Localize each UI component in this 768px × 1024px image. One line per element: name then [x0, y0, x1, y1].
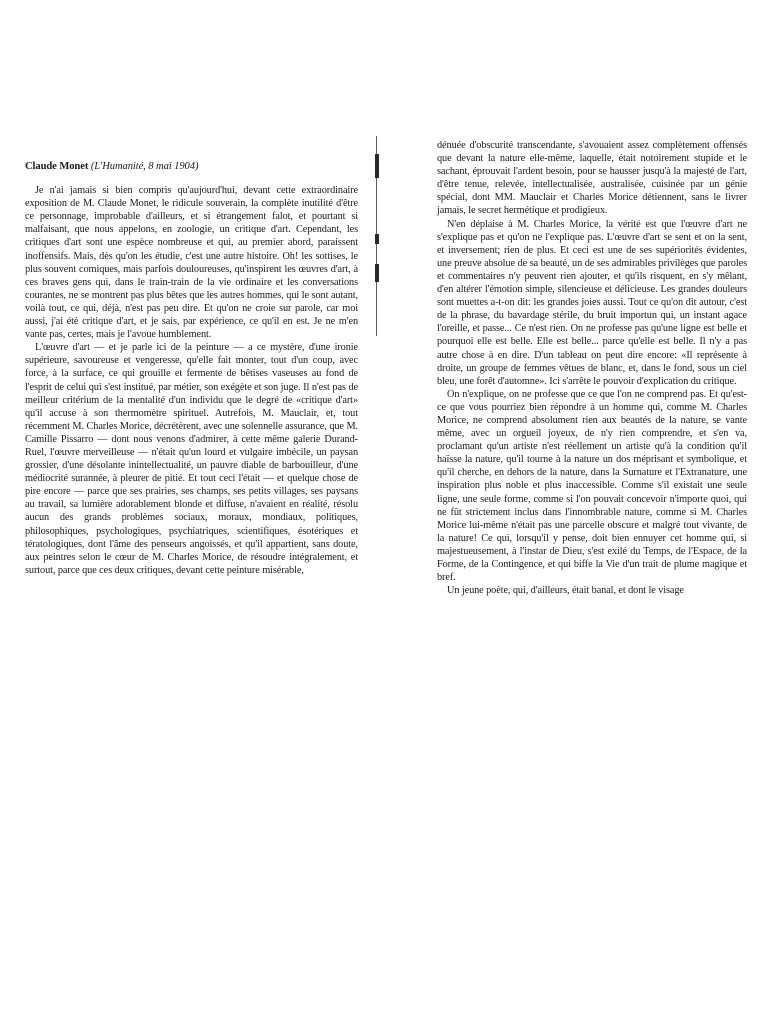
- article-title: Claude Monet: [25, 161, 89, 172]
- paragraph: On n'explique, on ne professe que ce que l'on ne comprend pas. Et qu'est-ce que vous pourriez bien répondre à un homme qui, comme M. Charles Morice, ne comprend absolument rien aux beautés de la nature, se vante même, avec un orgueil joyeux, de n'y rien comprendre, et s'en va, proclamant qu'un artiste n'est réellement un artiste qu'à la condition qu'il haïsse la nature, qu'il tourne à la nature un dos méprisant et symbolique, et qu'il cherche, en dehors de la nature, dans la Surnature et l'Extranature, une inspiration plus noble et plus inaccessible. Comme s'il existait une seule ligne, une seule forme, comme si l'on pouvait concevoir n'importe quoi, qui ne fût strictement inclus dans l'innombrable nature, comme si M. Charles Morice lui-même n'était pas une parcelle obscure et malgré tout vivante, de la nature! Ce qui, lorsqu'il y pense, doit bien ennuyer cet homme qui, si majestueusement, à l'instar de Dieu, s'est exilé du Temps, de l'Espace, de la Forme, de la Contingence, et qui biffe la Vie d'un trait de plume magique et bref.: [437, 388, 747, 584]
- gutter-mark: [375, 264, 379, 282]
- article-heading: [25, 160, 358, 173]
- paragraph: L'œuvre d'art — et je parle ici de la peinture — a ce mystère, d'une ironie supérieure, savoureuse et vengeresse, qu'elle fait monter, tout d'un coup, avec force, à la surface, ce qui grouille et fermente de bêtises vaseuses au fond de l'esprit de celui qui s'est institué, par métier, son exégète et son juge. Il n'est pas de meilleur critérium de la mentalité d'un individu que le degré de «critique d'art» qu'il accuse à son thermomètre spirituel. Autrefois, M. Mauclair, et, tout récemment M. Charles Morice, décrétèrent, avec une solennelle assurance, que M. Camille Pissarro — dont nous venons d'admirer, à cette même galerie Durand-Ruel, l'œuvre merveilleuse — n'était qu'un lourd et vulgaire imbécile, un paysan grossier, d'une désolante inintellectualité, un pauvre diable de barbouilleur, d'une médiocrité surannée, à pleurer de pitié. Et tout ceci l'était — et quelque chose de pire encore — parce que ses prairies, ses champs, ses petits villages, ses paysans au travail, sa lumière adorablement blonde et diffuse, n'avaient en réalité, résolu aucun des grands problèmes sociaux, moraux, mondiaux, politiques, philosophiques, psychologiques, psychiatriques, scientifiques, ésotériques et tératologiques, dont l'âme des penseurs angoissés, et qu'il appartient, sans doute, aux peintres selon le cœur de M. Charles Morice, de résoudre intégralement, et surtout, parce que ces deux critiques, devant cette peinture misérable,: [25, 342, 358, 576]
- paragraph: Je n'ai jamais si bien compris qu'aujourd'hui, devant cette extraordinaire exposition de M. Claude Monet, le ridicule souverain, la complète inutilité d'être ce personnage, improbable d'ailleurs, et si étrangement falot, et pourtant si malfaisant, que nous appelons, en zoologie, un critique d'art. Cependant, les critiques d'art sont une espèce nombreuse et qui, au premier abord, paraissent inoffensifs. Mais, dès qu'on les étudie, c'est une autre histoire. Oh! les sottises, le plus souvent comiques, mais parfois douloureuses, qu'inspirent les œuvres d'art, à ces braves gens qui, dans le train-train de la vie ordinaire et les conversations courantes, ne se montrent pas plus bêtes que les autres hommes, qui le sont autant, voilà tout, ce qui, déjà, n'est pas peu dire. Et qu'on ne croie sur parole, car moi aussi, j'ai été critique d'art, et je sais, par expérience, ce qu'il en est. Je ne m'en vante pas, certes, mais je l'avoue humblement.: [25, 185, 358, 341]
- paragraph: dénuée d'obscurité transcendante, s'avouaient assez complètement offensés que devant la nature elle-même, laquelle, était notoirement stupide et le sachant, éprouvait l'ardent besoin, pour se hausser jusqu'à la majesté de l'art, d'être tenue, relevée, intellectualisée, australisée, cuisinée par un génie spécial, dont MM. Mauclair et Charles Morice détiennent, sans le livrer jamais, le secret hermétique et prodigieux.: [437, 140, 747, 217]
- page-gutter: [374, 136, 380, 336]
- left-page-column: [25, 160, 358, 577]
- paragraph: Un jeune poète, qui, d'ailleurs, était banal, et dont le visage: [447, 585, 684, 597]
- gutter-mark: [375, 154, 379, 178]
- right-page-column: [437, 139, 747, 597]
- gutter-mark: [375, 234, 379, 244]
- article-source: (L'Humanité, 8 mai 1904): [90, 161, 199, 172]
- paragraph: N'en déplaise à M. Charles Morice, la vérité est que l'œuvre d'art ne s'explique pas et qu'on ne l'explique pas. L'œuvre d'art se sent et on la sent, et inversement; rien de plus. Et ceci est une de ses supériorités évidentes, une preuve absolue de sa beauté, un de ses admirables privilèges que paroles et commentaires n'y peuvent rien ajouter, et qu'ils risquent, en s'y mêlant, d'en altérer l'émotion simple, silencieuse et délicieuse. Les grandes douleurs sont muettes a-t-on dit: les grandes joies aussi. Tout ce qu'on dit autour, c'est de la phrase, du bavardage stérile, du bruit importun qui, un instant agace l'oreille, et passe... Ce n'est rien. On ne professe pas qu'une ligne est belle et pourquoi elle est belle. Elle est belle... parce qu'elle est belle. Il n'y a pas autre chose à en dire. D'un tableau on peut dire encore: «Il représente à droite, un groupe de femmes vêtues de blanc, et, dans le fond, sous un ciel bleu, une forêt d'automne». Ici s'arrête le pouvoir d'explication du critique.: [437, 218, 747, 387]
